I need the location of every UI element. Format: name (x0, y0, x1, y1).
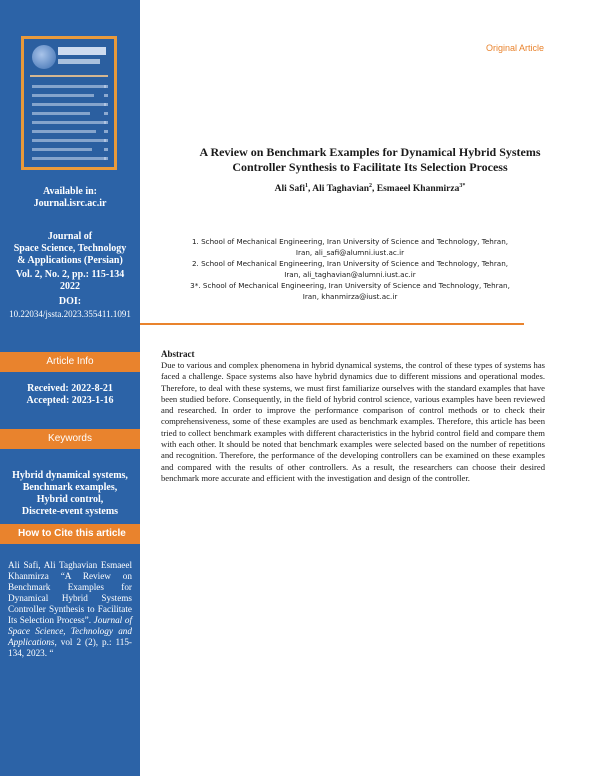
author-separator: , (372, 184, 377, 195)
affiliation-item (160, 236, 540, 258)
affiliation-line: Iran, ali_taghavian@alumni.iust.ac.ir (284, 270, 416, 279)
journal-name-line: & Applications (Persian) (17, 255, 123, 266)
keyword-item: Benchmark examples, (22, 482, 118, 493)
journal-name (0, 231, 140, 267)
affiliation-item (160, 258, 540, 280)
affiliation-item (160, 280, 540, 302)
doi-block (0, 296, 140, 320)
journal-cover-image (21, 36, 117, 170)
availability (0, 186, 140, 210)
affiliation-line: Iran, khanmirza@iust.ac.ir (302, 292, 398, 301)
keyword-item: Hybrid control, (36, 494, 104, 505)
citation-journal: Journal of Space Science, Technology and Applications (8, 615, 132, 647)
author-name: Ali Safi (274, 184, 305, 195)
abstract-heading: Abstract (161, 349, 195, 359)
cite-header: How to Cite this article (0, 524, 140, 544)
doi-link[interactable]: 10.22034/jssta.2023.355411.1091 (9, 309, 131, 319)
author-list (140, 183, 600, 194)
affiliation-line: 3*. School of Mechanical Engineering, Iran University of Science and Technology, Tehran, (190, 281, 510, 290)
journal-logo-icon (32, 45, 56, 69)
author-affiliation-mark: 3* (459, 183, 466, 189)
citation-tail: , vol 2 (2), p.: 115-134, 2023. “ (8, 637, 132, 658)
title-line: A Review on Benchmark Examples for Dynamical Hybrid Systems (199, 145, 541, 159)
title-line: Controller Synthesis to Facilitate Its Selection Process (232, 160, 508, 174)
accepted-date: Accepted: 2023-1-16 (26, 395, 114, 406)
section-divider (140, 323, 524, 325)
article-type-label: Original Article (485, 43, 544, 53)
abstract-body: Due to various and complex phenomena in hybrid dynamical systems, the control of these types of systems has faced a challenge. Space systems also have hybrid dynamics due to different missions and operational modes. Therefore, to deal with these systems, we must first familiarize ourselves with the standard examples that have been studied before. Consequently, in the field of hybrid control science, various examples have been reviewed and researched. In order to improve the performance comparison of control methods or to check their comprehensiveness, some of these examples are used as benchmark examples. Therefore, this article has been tried to collect benchmark examples with different characteristics in the hybrid control field and compare them with each other. It should be noted that benchmark examples were selected based on the number of repetitions and recognition. Therefore, the performance of the developing controllers can be examined on these examples and compared with the results of other controllers. As a result, the researchers can choose their desired benchmark more accurate and efficient with the investigation and design of the controller. (161, 360, 545, 483)
author-name: Ali Taghavian (312, 184, 369, 195)
author-affiliation-mark: 1 (305, 183, 308, 189)
received-date: Received: 2022-8-21 (27, 383, 113, 394)
author-affiliation-mark: 2 (369, 183, 372, 189)
affiliation-line: 2. School of Mechanical Engineering, Iran University of Science and Technology, Tehran, (191, 259, 509, 268)
availability-label: Available in: (43, 186, 97, 197)
keywords-list (0, 470, 140, 518)
doi-label: DOI: (58, 296, 82, 307)
affiliation-line: Iran, ali_safi@alumni.iust.ac.ir (295, 248, 405, 257)
journal-name-line: Journal of (47, 231, 93, 242)
volume-year: 2022 (60, 281, 80, 292)
sidebar (0, 0, 140, 776)
citation-title: “A Review on Benchmark Examples for Dynamical Hybrid Systems Controller Synthesis to Facilitate Its Selection Process”. (8, 571, 132, 625)
dates (0, 383, 140, 407)
author-separator: , (308, 184, 313, 195)
keyword-item: Hybrid dynamical systems, (12, 470, 128, 481)
keyword-item: Discrete-event systems (21, 506, 119, 517)
paper-title (140, 145, 600, 175)
volume-pages: Vol. 2, No. 2, pp.: 115-134 (15, 269, 125, 280)
author-name: Esmaeel Khanmirza (376, 184, 460, 195)
journal-name-line: Space Science, Technology (13, 243, 127, 254)
citation-authors: Ali Safi, Ali Taghavian Esmaeel Khanmirza (8, 560, 132, 581)
article-info-header: Article Info (0, 352, 140, 372)
volume-info (0, 269, 140, 293)
availability-site-link[interactable]: Journal.isrc.ac.ir (33, 198, 107, 209)
keywords-header: Keywords (0, 429, 140, 449)
citation-text (8, 560, 132, 659)
affiliations (160, 236, 540, 302)
affiliation-line: 1. School of Mechanical Engineering, Iran University of Science and Technology, Tehran, (191, 237, 509, 246)
